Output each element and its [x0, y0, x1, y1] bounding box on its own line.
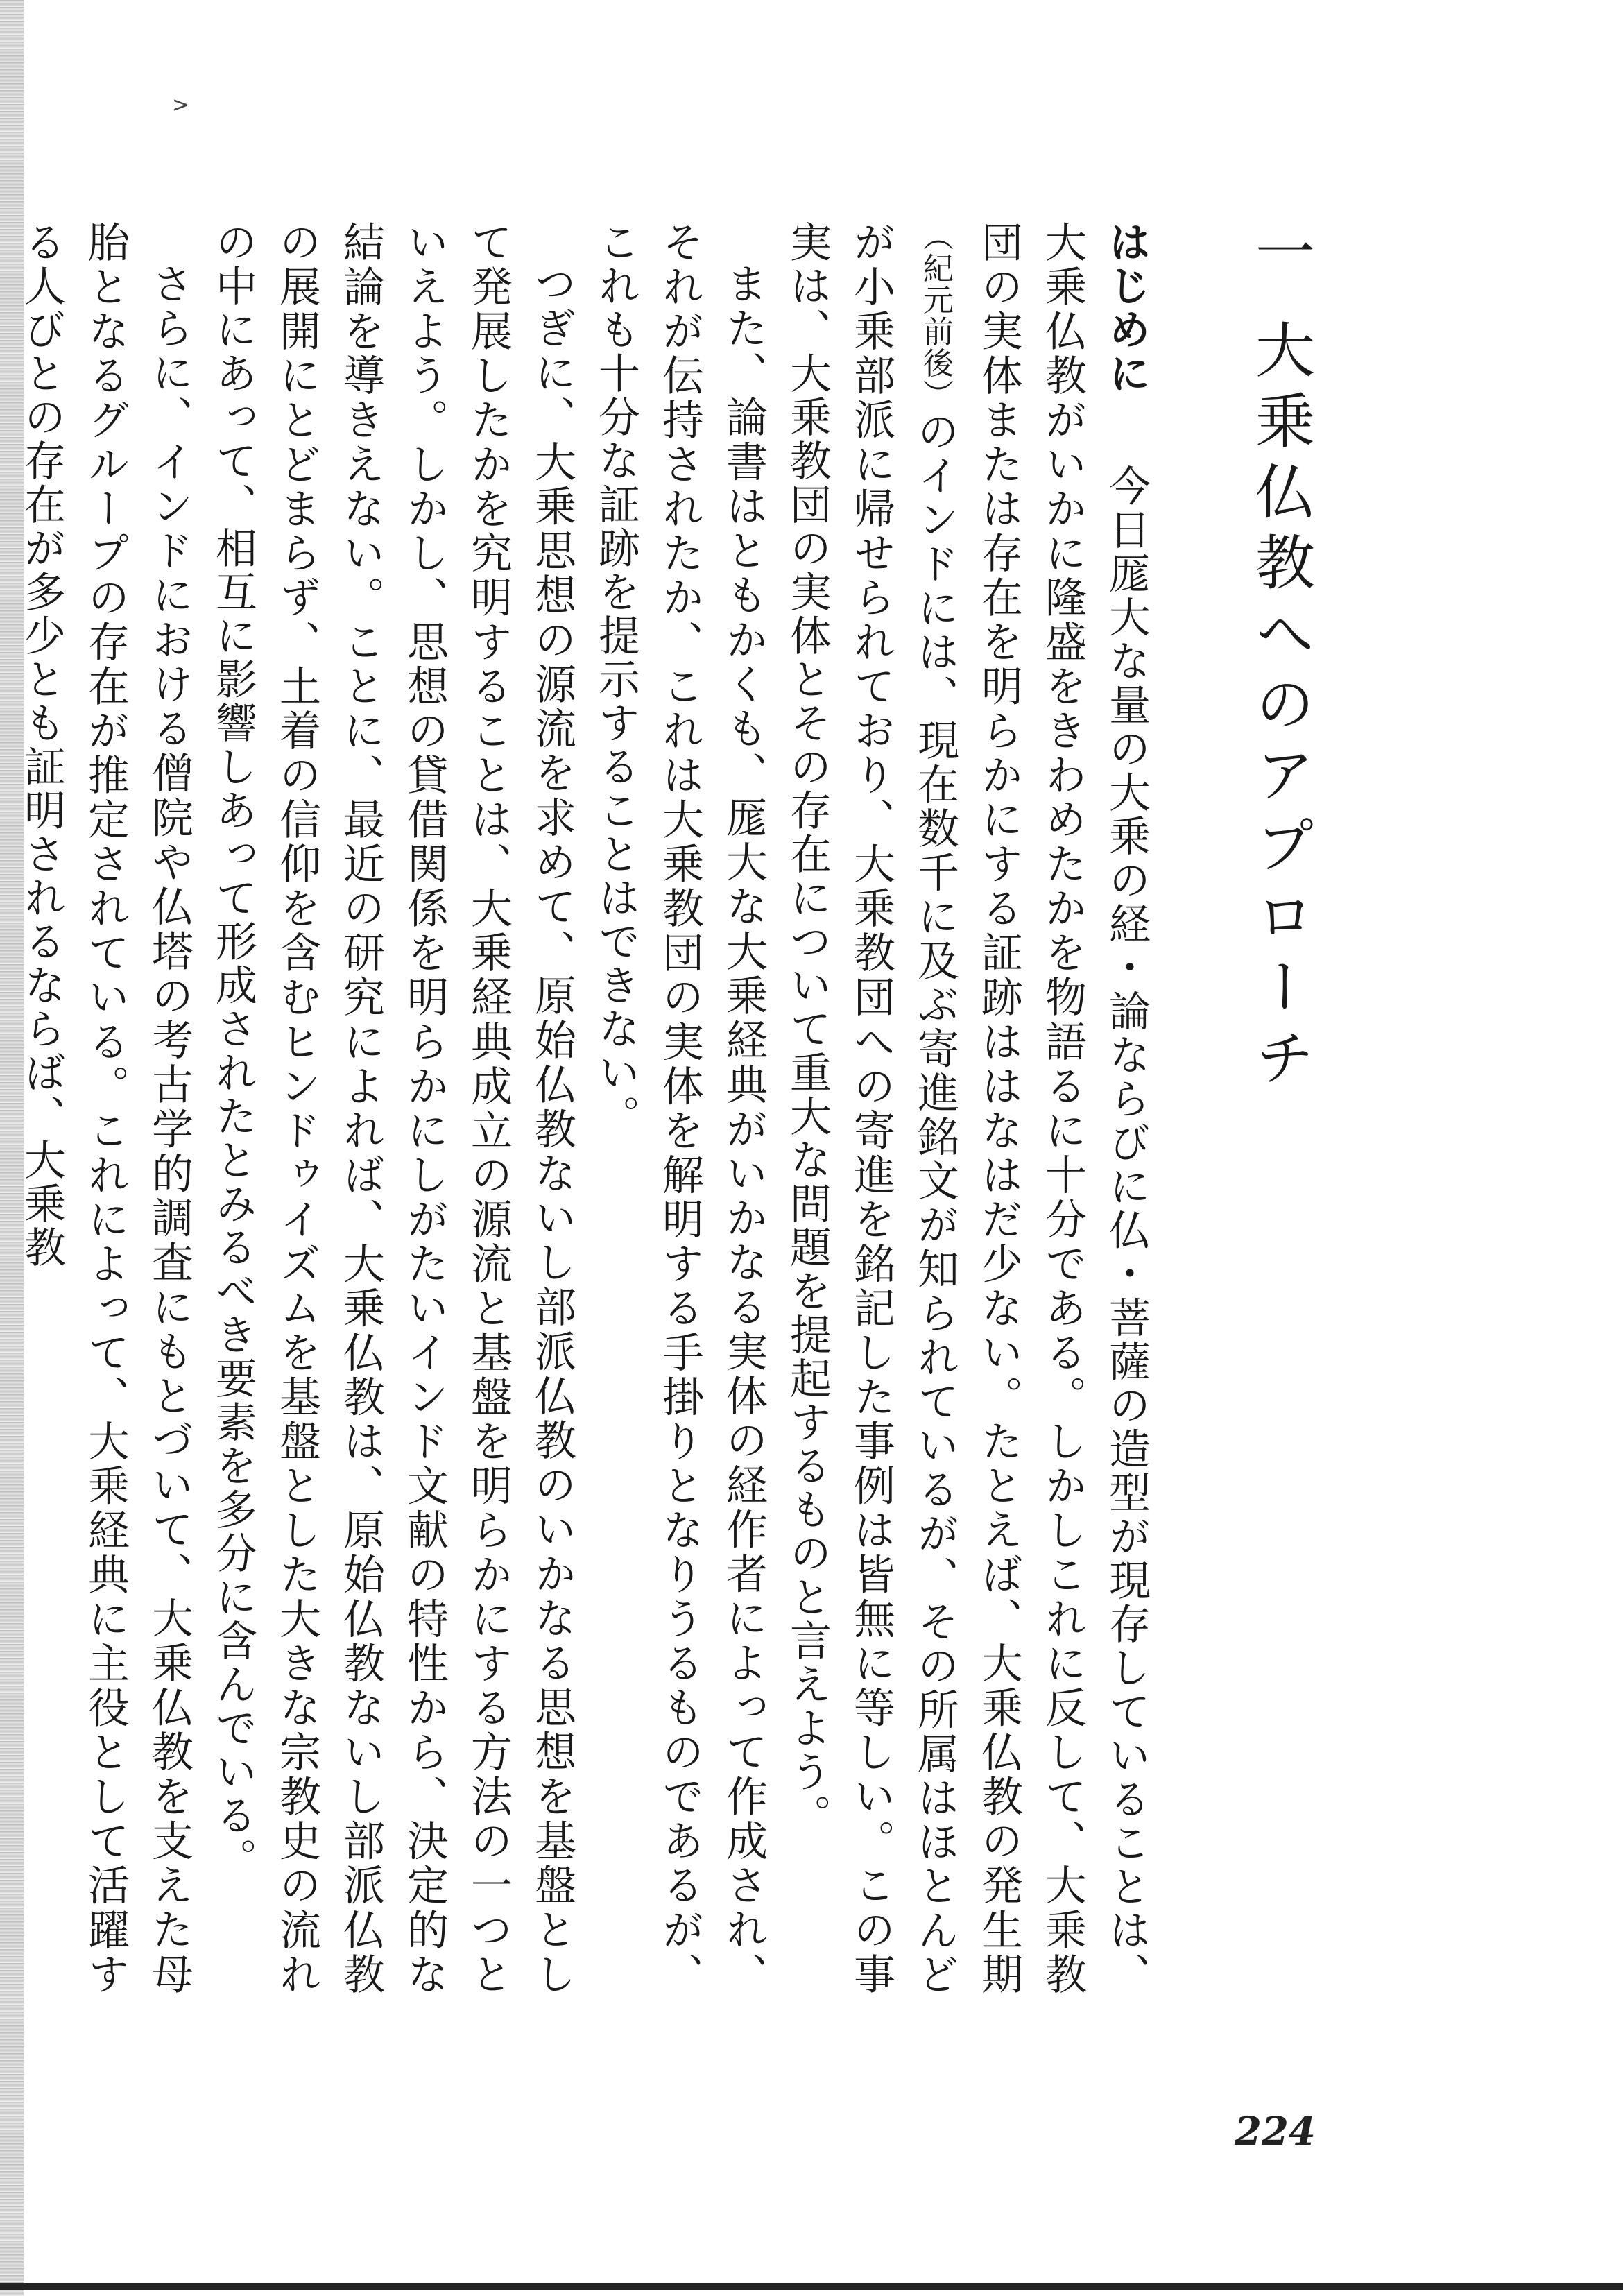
- chapter-title-text: 大乗仏教へのアプローチ: [1245, 319, 1314, 1097]
- paragraph-1-note: （紀元前後）: [918, 221, 953, 411]
- paragraph-1-text: 今日厖大な量の大乗の経・論ならびに仏・菩薩の造型が現存していることは、大乗仏教がいかに隆盛をきわめたかを物語るに十分である。しかしこれに反して、大乗教団の実体または存在を明らかにする証跡ははなはだ少ない。たとえば、大乗仏教の発生期: [974, 221, 1151, 1997]
- bottom-edge-rule: [0, 2283, 1623, 2290]
- paragraph-1-text-after: のインドには、現在数千に及ぶ寄進銘文が知られているが、その所属はほとんどが小乗部派に帰せられており、大乗教団への寄進を銘記した事例は皆無に等しい。この事実は、大乗教団の実体とその存在について重大な問題を提起するものと言えよう。: [783, 221, 959, 1997]
- chapter-number: 一: [1245, 221, 1314, 291]
- paragraph-1: [775, 221, 1158, 1996]
- paragraph-2: また、論書はともかくも、厖大な大乗経典がいかなる実体の経作者によって作成され、それが伝持されたか、これは大乗教団の実体を解明する手掛りとなりうるものであるが、これも十分な証跡を提示することはできない。: [592, 221, 768, 1997]
- paragraph-4: さらに、インドにおける僧院や仏塔の考古学的調査にもとづいて、大乗仏教を支えた母胎となるグループの存在が推定されている。これによって、大乗経典に主役として活躍する人びとの存在が多少とも証明されるならば、大乗教: [17, 221, 194, 1996]
- paragraph-3: つぎに、大乗思想の源流を求めて、原始仏教ないし部派仏教のいかなる思想を基盤として発展したかを究明することは、大乗経典成立の源流と基盤を明らかにする方法の一つといえよう。しかし、思想の貸借関係を明らかにしがたいインド文献の特性から、決定的な結論を導きえない。ことに、最近の研究によれば、大乗仏教は、原始仏教ないし部派仏教の展開にとどまらず、土着の信仰を含むヒンドゥイズムを基盤とした大きな宗教史の流れの中にあって、相互に影響しあって形成されたとみるべき要素を多分に含んでいる。: [209, 221, 576, 1997]
- page-number: 224: [1235, 2109, 1316, 2154]
- section-heading: はじめに: [1102, 221, 1151, 396]
- chapter-title: [1235, 221, 1325, 1996]
- corner-mark: >: [172, 93, 190, 117]
- vertical-text-block: [10, 221, 1325, 1996]
